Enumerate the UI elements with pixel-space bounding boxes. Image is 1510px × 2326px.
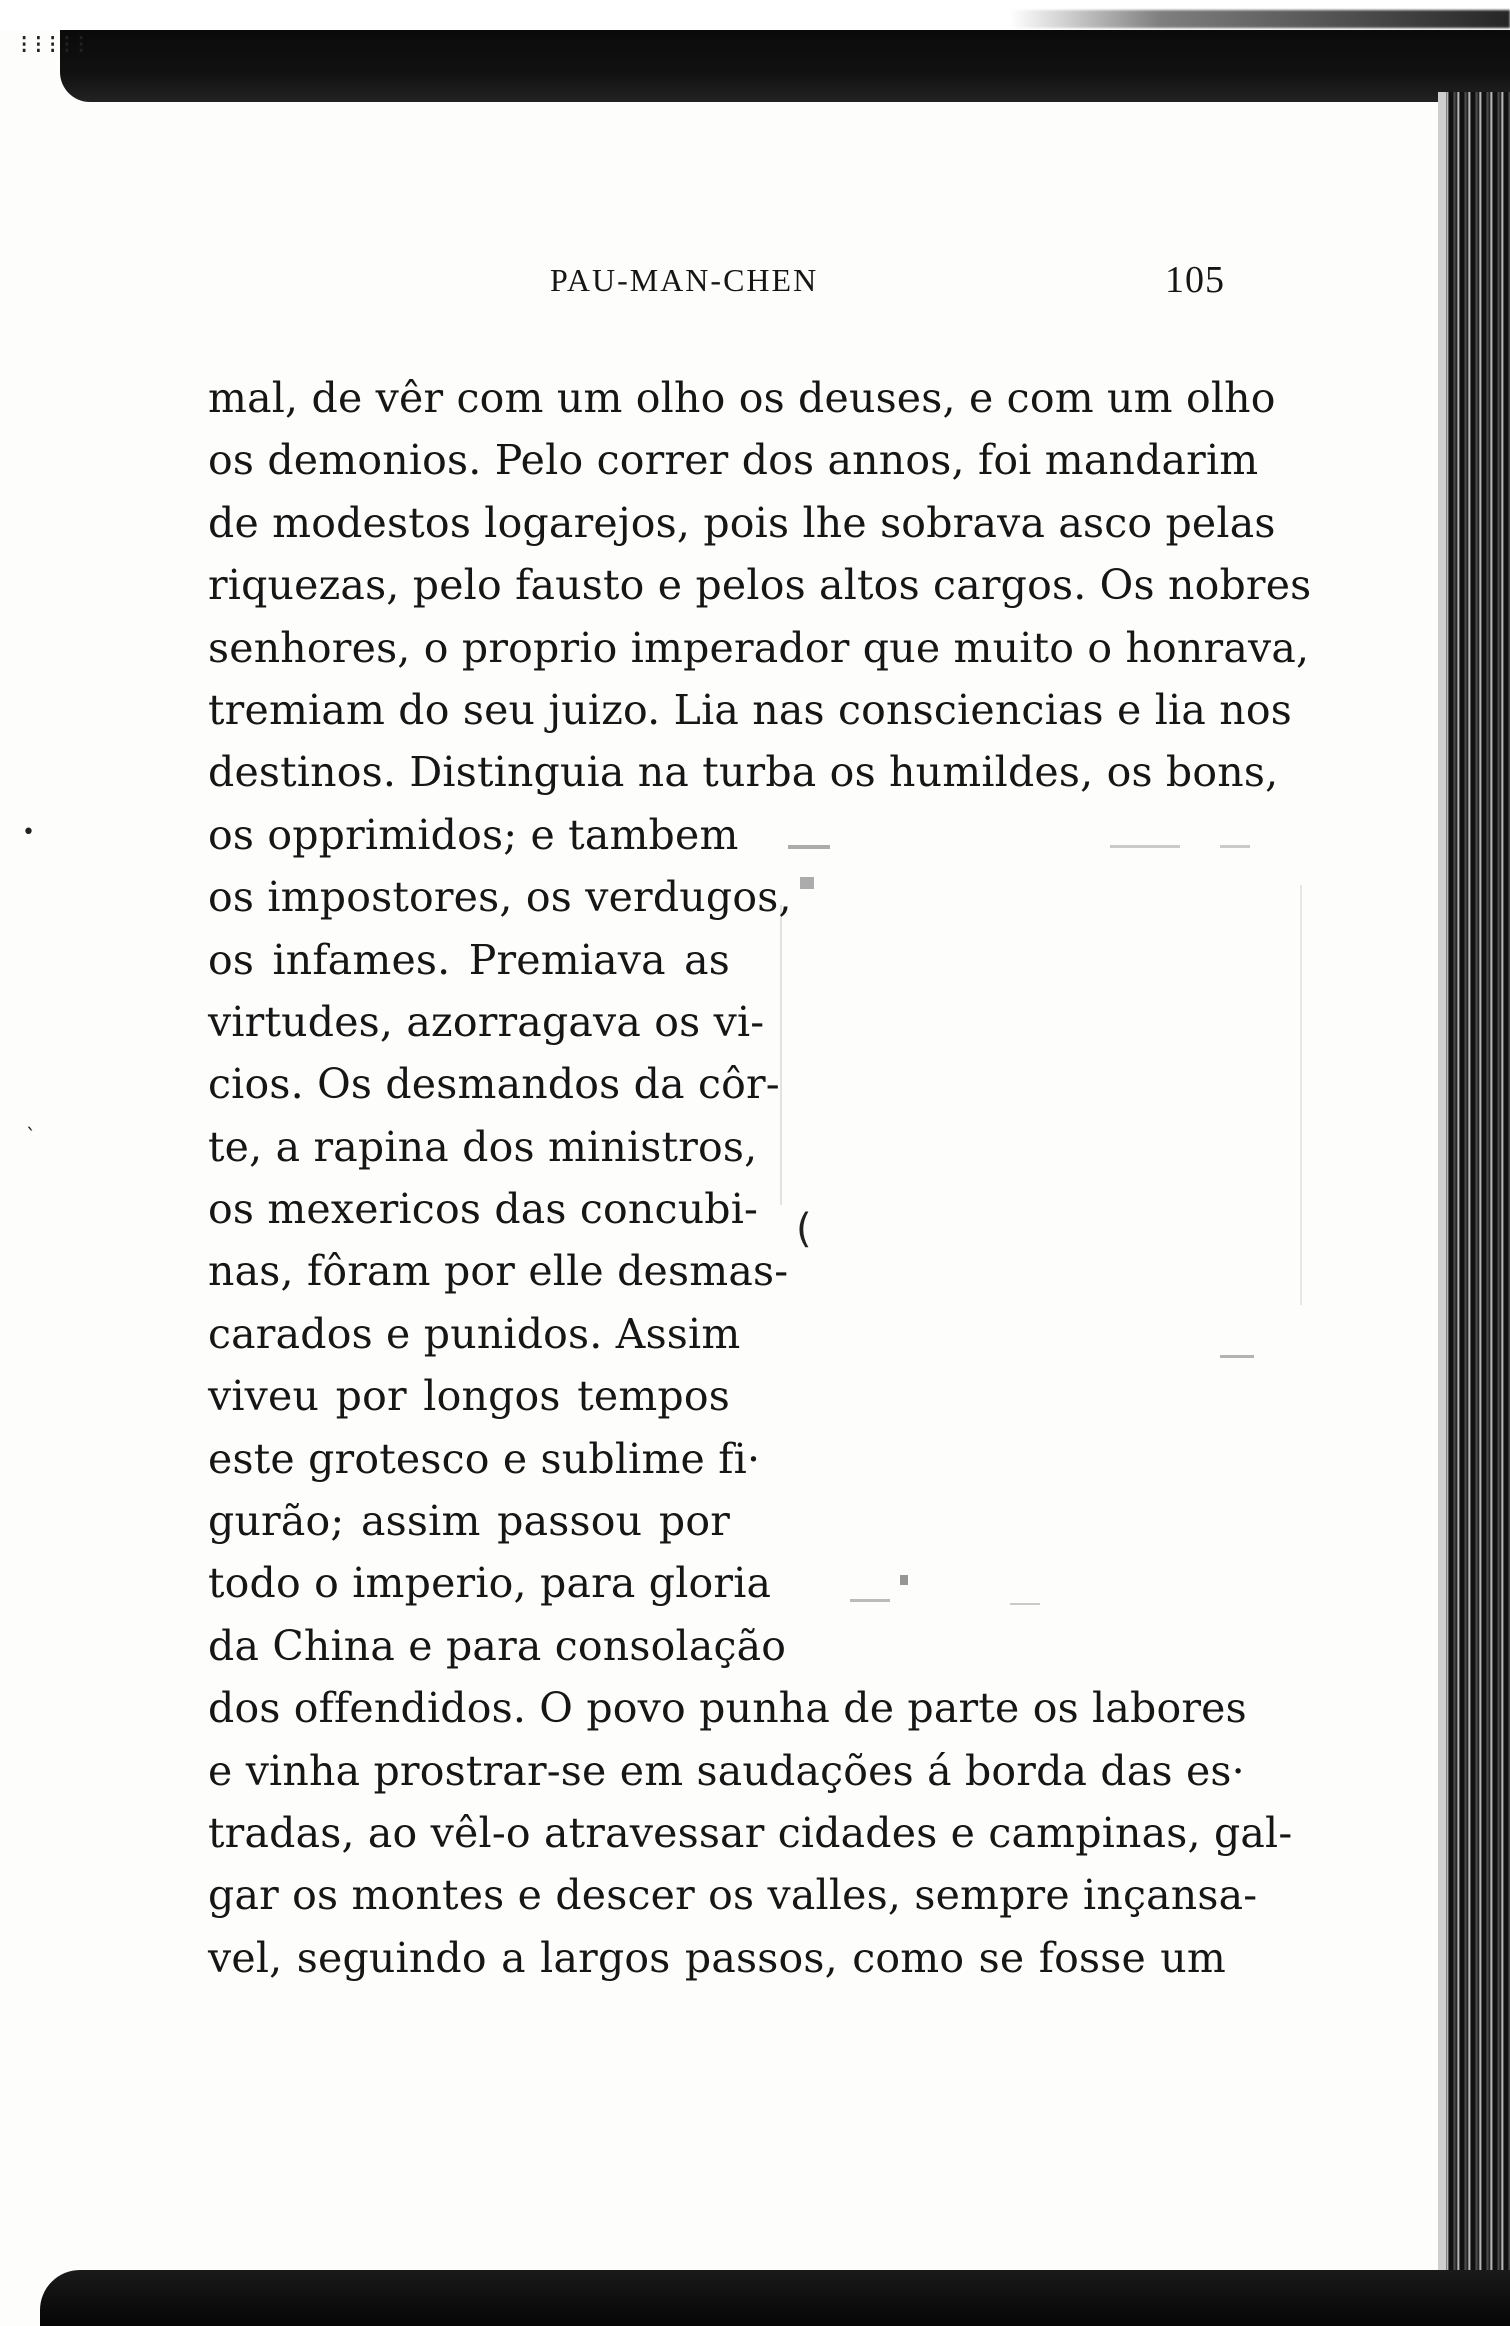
- book-binding-edge: [1438, 92, 1510, 2282]
- text-line: da China e para consolação: [208, 1621, 787, 1670]
- margin-tick-icon: ˋ: [26, 1124, 36, 1148]
- text-line: os mexericos das concubi-: [208, 1185, 759, 1234]
- scan-streak: [1010, 10, 1510, 28]
- margin-bullet-icon: •: [22, 820, 35, 845]
- text-line: cios. Os desmandos da côr-: [208, 1060, 780, 1109]
- text-line: virtudes, azorragava os vi-: [208, 997, 765, 1046]
- text-line: de modestos logarejos, pois lhe sobrava asco pelas: [208, 498, 1276, 547]
- running-title: PAU-MAN-CHEN: [550, 262, 819, 298]
- text-line: gar os montes e descer os valles, sempre inçansa-: [208, 1871, 1258, 1920]
- running-head: [210, 259, 1225, 306]
- page-number: 105: [1165, 259, 1225, 301]
- stray-paren-icon: (: [796, 1206, 812, 1252]
- text-line: todo o imperio, para gloria: [208, 1559, 772, 1608]
- text-line: vel, seguindo a largos passos, como se fosse um: [208, 1933, 1226, 1982]
- text-line: os impostores, os verdugos,: [208, 873, 792, 922]
- text-line: riquezas, pelo fausto e pelos altos cargos. Os nobres: [208, 561, 1312, 610]
- text-line: e vinha prostrar-se em saudações á borda das es·: [208, 1746, 1245, 1795]
- text-line: este grotesco e sublime fi·: [208, 1434, 761, 1483]
- text-line: senhores, o proprio imperador que muito o honrava,: [208, 623, 1310, 672]
- scan-edge-top: [60, 30, 1510, 102]
- text-line: gurão; assim passou por: [208, 1497, 730, 1546]
- plate-right-trace: [1300, 885, 1302, 1305]
- scan-specks-icon: ⁝⁝⁝⁝⁝: [20, 30, 92, 60]
- text-line: dos offendidos. O povo punha de parte os labores: [208, 1684, 1247, 1733]
- text-line: os opprimidos; e tambem: [208, 810, 739, 859]
- text-line: viveu por longos tempos: [208, 1372, 730, 1421]
- text-line: tradas, ao vêl-o atravessar cidades e campinas, gal-: [208, 1808, 1293, 1857]
- page-edge-highlight: [1438, 92, 1446, 2282]
- text-line: os demonios. Pelo correr dos annos, foi mandarim: [208, 436, 1259, 485]
- body-text: [208, 367, 1312, 1989]
- text-line: os infames. Premiava as: [208, 935, 730, 984]
- text-line: tremiam do seu juizo. Lia nas consciencias e lia nos: [208, 685, 1292, 734]
- text-line: carados e punidos. Assim: [208, 1309, 741, 1358]
- text-line: te, a rapina dos ministros,: [208, 1122, 758, 1171]
- scan-edge-bottom: [40, 2270, 1510, 2326]
- text-line: mal, de vêr com um olho os deuses, e com um olho: [208, 374, 1276, 422]
- text-line: nas, fôram por elle desmas-: [208, 1247, 789, 1296]
- text-line: destinos. Distinguia na turba os humildes, os bons,: [208, 748, 1279, 797]
